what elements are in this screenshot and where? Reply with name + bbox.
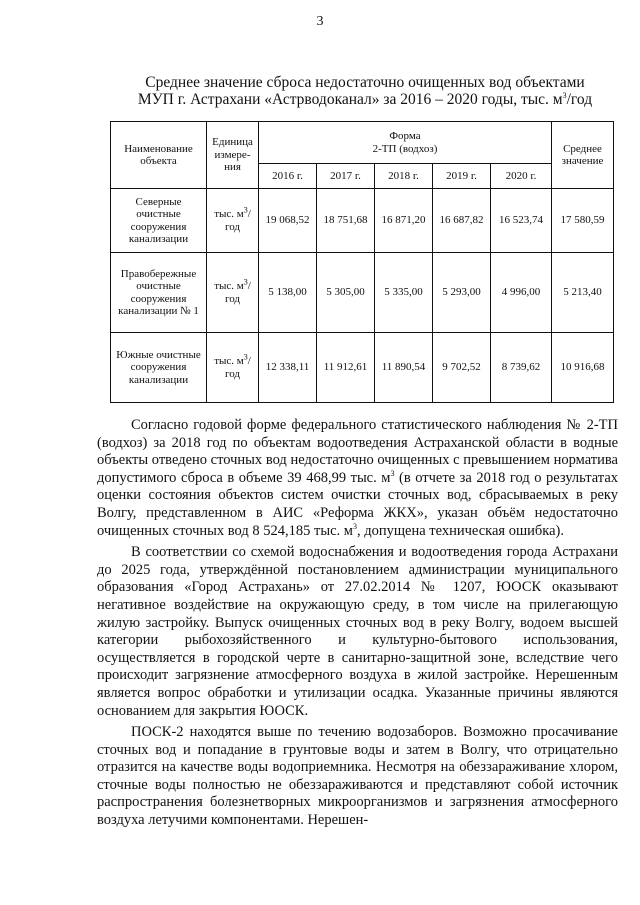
header-average: Среднее значение	[552, 122, 614, 189]
cell-value: 11 912,61	[317, 333, 375, 403]
cell-average: 5 213,40	[552, 253, 614, 333]
row-unit: тыс. $м^3$/год	[207, 189, 259, 253]
row-name: Южные очистные сооружения канализации	[111, 333, 207, 403]
row-name: Северные очистные сооружения канализации	[111, 189, 207, 253]
cell-value: 4 996,00	[491, 253, 552, 333]
cell-value: 8 739,62	[491, 333, 552, 403]
cell-value: 5 293,00	[433, 253, 491, 333]
discharge-table	[110, 121, 614, 403]
cell-value: 19 068,52	[259, 189, 317, 253]
row-unit: тыс. $м^3$/год	[207, 253, 259, 333]
title-line-2: МУП г. Астрахани «Астрводоканал» за 2016 – 2020 годы, тыс. $м^3$/год	[137, 90, 593, 108]
body-text	[97, 417, 618, 834]
cell-value: 16 687,82	[433, 189, 491, 253]
header-year: 2020 г.	[491, 164, 552, 189]
paragraph-1: Согласно годовой форме федерального статистического наблюдения № 2-ТП (водхоз) за 2018 год по объектам водоотведения Астраханской области в водные объекты отведено сточных вод недостаточно очищенных с превышением норматива допустимого сброса в объеме 39 468,99 тыс. $м^3$ (в отчете за 2018 год о результатах оценки состояния объектов систем очистки сточных вод, сбрасываемых в реку Волгу, представленном в АИС «Реформа ЖКХ», указан объём недостаточно очищенных сточных вод 8 524,185 тыс. $м^3$, допущена техническая ошибка).	[97, 417, 618, 539]
cell-average: 17 580,59	[552, 189, 614, 253]
cell-value: 5 138,00	[259, 253, 317, 333]
table-row	[111, 333, 614, 403]
cell-value: 5 335,00	[375, 253, 433, 333]
header-year: 2019 г.	[433, 164, 491, 189]
header-year: 2016 г.	[259, 164, 317, 189]
cell-value: 11 890,54	[375, 333, 433, 403]
cell-value: 9 702,52	[433, 333, 491, 403]
header-year: 2017 г.	[317, 164, 375, 189]
cell-value: 16 523,74	[491, 189, 552, 253]
cell-value: 16 871,20	[375, 189, 433, 253]
table-row	[111, 253, 614, 333]
header-form: Форма 2-ТП (водхоз)	[259, 122, 552, 164]
header-name: Наименование объекта	[111, 122, 207, 189]
header-year: 2018 г.	[375, 164, 433, 189]
cell-value: 18 751,68	[317, 189, 375, 253]
cell-value: 12 338,11	[259, 333, 317, 403]
cell-average: 10 916,68	[552, 333, 614, 403]
header-unit: Единица измере-ния	[207, 122, 259, 189]
page-number: 3	[316, 14, 324, 29]
paragraph-3: ПОСК-2 находятся выше по течению водозаборов. Возможно просачивание сточных вод и попадание в грунтовые воды и затем в Волгу, что отрицательно отразится на качестве воды водоприемника. Несмотря на обеззараживание хлором, сточные воды полностью не обеззараживаются и представляют собой источник распространения болезнетворных микроорганизмов и загрязнения атмосферного воздуха летучими компонентами. Нерешен-	[97, 724, 618, 829]
title-line-1: Среднее значение сброса недостаточно очищенных вод объектами	[145, 74, 585, 91]
cell-value: 5 305,00	[317, 253, 375, 333]
row-name: Правобережные очистные сооружения канализации № 1	[111, 253, 207, 333]
table-title	[100, 74, 630, 108]
table-row	[111, 189, 614, 253]
row-unit: тыс. $м^3$/год	[207, 333, 259, 403]
paragraph-2: В соответствии со схемой водоснабжения и водоотведения города Астрахани до 2025 года, утверждённой постановлением администрации муниципального образования «Город Астрахань» от 27.02.2014 № 1207, ЮОСК оказывают негативное воздействие на окружающую среду, в том числе на прилегающую жилую застройку. Выпуск очищенных сточных вод в реку Волгу, водоем высшей категории рыбохозяйственного и культурно-бытового использования, осуществляется в городской черте в санитарно-защитной зоне, вследствие чего происходит загрязнение атмосферного воздуха в жилой застройке. Нерешенным является вопрос обработки и утилизации осадка. Указанные причины являются основанием для закрытия ЮОСК.	[97, 544, 618, 719]
